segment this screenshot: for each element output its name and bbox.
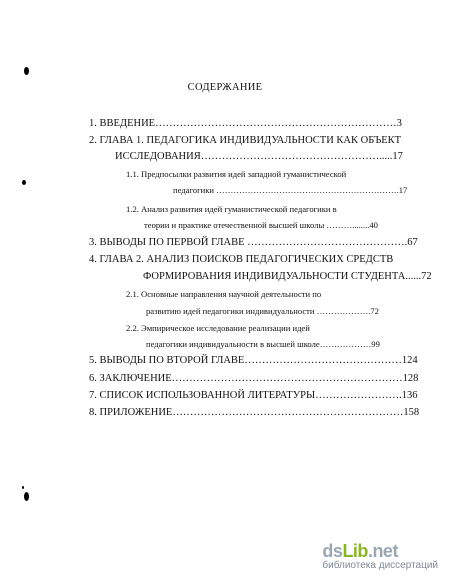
toc-entry: 6. ЗАКЛЮЧЕНИЕ…………………………………………………………128	[89, 373, 419, 384]
scan-speck	[24, 492, 29, 501]
toc-entry: 1. ВВЕДЕНИЕ……………………………………………………………3	[89, 118, 402, 129]
toc-subentry: педагогики ……………………………………………………….17	[173, 185, 408, 195]
toc-subentry: педагогики индивидуальности в высшей школе………………99	[146, 339, 380, 349]
dslib-logo	[322, 541, 438, 562]
logo-part: ds	[322, 541, 343, 561]
toc-entry: 7. СПИСОК ИСПОЛЬЗОВАННОЙ ЛИТЕРАТУРЫ…………………….136	[89, 390, 418, 401]
toc-subentry: 1.2. Анализ развития идей гуманистической педагогики в	[126, 204, 337, 214]
toc-entry: ФОРМИРОВАНИЯ ИНДИВИДУАЛЬНОСТИ СТУДЕНТА......72	[143, 271, 432, 282]
toc-subentry: развитию идей педагогики индивидуальности ……………….72	[146, 306, 379, 316]
page-title: СОДЕРЖАНИЕ	[187, 82, 263, 93]
toc-entry: 2. ГЛАВА 1. ПЕДАГОГИКА ИНДИВИДУАЛЬНОСТИ КАК ОБЪЕКТ	[89, 135, 402, 146]
watermark-subtitle: библиотека диссертаций	[322, 560, 438, 571]
logo-part: .net	[367, 541, 398, 561]
toc-entry: 3. ВЫВОДЫ ПО ПЕРВОЙ ГЛАВЕ ……………………………………….67	[89, 237, 418, 248]
toc-entry: 4. ГЛАВА 2. АНАЛИЗ ПОИСКОВ ПЕДАГОГИЧЕСКИХ СРЕДСТВ	[89, 254, 394, 265]
dslib-watermark	[322, 541, 438, 571]
scan-speck	[22, 180, 26, 185]
scan-speck	[24, 67, 29, 75]
toc-entry: 8. ПРИЛОЖЕНИЕ…………………………………………………………158	[89, 407, 420, 418]
logo-part: Lib	[342, 541, 368, 561]
toc-subentry: 2.2. Эмпирическое исследование реализации идей	[126, 323, 310, 333]
toc-subentry: теории и практике отечественной высшей школы ………........40	[144, 220, 378, 230]
toc-subentry: 1.1. Предпосылки развития идей западной гуманистической	[126, 169, 347, 179]
toc-subentry: 2.1. Основные направления научной деятельности по	[126, 289, 322, 299]
scan-speck	[22, 486, 24, 489]
toc-entry: ИССЛЕДОВАНИЯ…………………………………………….....17	[115, 151, 403, 162]
toc-entry: 5. ВЫВОДЫ ПО ВТОРОЙ ГЛАВЕ………………………………………124	[89, 355, 418, 366]
